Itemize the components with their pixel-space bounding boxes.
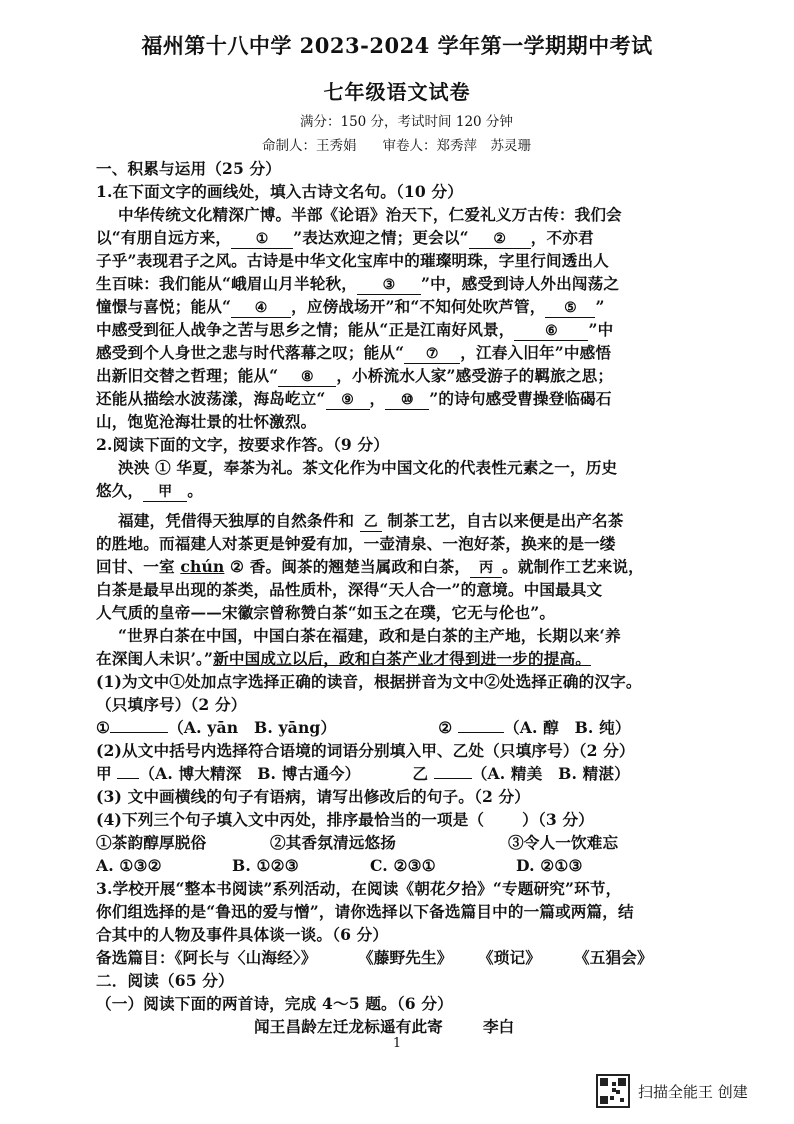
exam-subtitle: 七年级语文试卷 (323, 80, 471, 104)
answer-blank[interactable] (458, 732, 504, 733)
choice-b[interactable]: B. ①②③ (232, 856, 299, 875)
section2-heading: 二．阅读（65 分） (96, 971, 234, 990)
q3-line: 3.学校开展“整本书阅读”系列活动，在阅读《朝花夕拾》“专题研究”环节， (96, 879, 622, 898)
sub-question: (2)从文中括号内选择符合语境的词语分别填入甲、乙处（只填序号）（2 分） (96, 741, 635, 760)
answer-blank[interactable] (110, 732, 168, 733)
marker-2: ② (230, 557, 245, 576)
section2-sub: （一）阅读下面的两首诗，完成 4～5 题。（6 分） (96, 994, 453, 1013)
q2-line: “世界白茶在中国，中国白茶在福建，政和是白茶的主产地，长期以来‘养 (118, 626, 621, 645)
watermark-text: 扫描全能王 创建 (638, 1082, 748, 1101)
blank-6[interactable]: ⑥ (514, 322, 588, 341)
sub-question: (4)下列三个句子填入文中丙处，排序最恰当的一项是（ ）（3 分） (96, 810, 594, 829)
q1-line: 憧憬与喜悦；能从“ ④ ，应傍战场开”和“不知何处吹芦管， ⑤ ” (96, 297, 605, 316)
q1-prompt: 1.在下面文字的画线处，填入古诗文名句。（10 分） (96, 182, 463, 201)
page-number: 1 (392, 1036, 402, 1051)
blank-1[interactable]: ① (231, 230, 293, 249)
score-time: 满分：150 分，考试时间 120 分钟 (300, 114, 513, 130)
options-row (96, 832, 618, 854)
blank-4[interactable]: ④ (231, 299, 291, 318)
q2-prompt: 2.阅读下面的文字，按要求作答。（9 分） (96, 435, 390, 454)
q3-options (96, 947, 653, 969)
blank-10[interactable]: ⑩ (385, 391, 429, 410)
blank-7[interactable]: ⑦ (404, 345, 460, 364)
sub-question: （只填序号）（2 分） (96, 695, 247, 714)
sub-question: (1)为文中①处加点字选择正确的读音，根据拼音为文中②处选择正确的汉字。 (96, 672, 642, 691)
q1-line: 感受到个人身世之悲与时代落幕之叹；能从“ ⑦ ，江春入旧年”中感悟 (96, 343, 612, 362)
blank-3[interactable]: ③ (357, 276, 421, 295)
book-option: 《琐记》 (478, 948, 541, 967)
q2-line: 人气质的皇帝——宋徽宗曾称赞白茶“如玉之在璞，它无与伦也”。 (96, 603, 556, 622)
option: ①茶韵醇厚脱俗 (96, 833, 207, 852)
option: ②其香氛清远悠扬 (270, 833, 396, 852)
q1-line: 子乎”表现君子之风。古诗是中华文化宝库中的璀璨明珠，字里行间透出人 (96, 251, 609, 270)
q2-line: 的胜地。而福建人对茶更是钟爱有加，一壶清泉、一泡好茶，换来的是一缕 (96, 534, 616, 553)
section1-heading: 一、积累与运用（25 分） (96, 159, 282, 178)
scanner-watermark (596, 1074, 748, 1108)
marker-1: ① (155, 458, 171, 477)
qr-code-icon (596, 1074, 630, 1108)
q3-line: 合其中的人物及事件具体谈一谈。（6 分） (96, 925, 389, 944)
pinyin: chún (180, 557, 225, 576)
blank-jia[interactable]: 甲 (143, 483, 187, 502)
book-option: 备选篇目：《阿长与〈山海经〉》 (96, 948, 317, 967)
choices-row (96, 855, 583, 877)
q2-line: 在深闺人未识’。”新中国成立以后，政和白茶产业才得到进一步的提高。 (96, 649, 591, 668)
q2-line: 白茶是最早出现的茶类，品性质朴，深得“天人合一”的意境。中国最具文 (96, 580, 603, 599)
poem-heading (254, 1016, 514, 1038)
option: ③令人一饮难忘 (508, 833, 619, 852)
q3-line: 你们组选择的是“鲁迅的爱与憎”，请你选择以下备选篇目中的一篇或两篇，结 (96, 902, 634, 921)
choice-d[interactable]: D. ②①③ (516, 856, 583, 875)
blank-9[interactable]: ⑨ (326, 391, 370, 410)
q1-line: 中华传统文化精深广博。半部《论语》治天下，仁爱礼义万古传：我们会 (118, 205, 622, 224)
q1-line: 出新旧交替之哲理；能从“ ⑧ ，小桥流水人家”感受游子的羁旅之思； (96, 366, 614, 385)
q2-line: 泱泱 ① 华夏，奉茶为礼。茶文化作为中国文化的代表性元素之一，历史 (118, 458, 618, 477)
poem-author: 李白 (482, 1017, 515, 1036)
blank-bing[interactable]: 丙 (470, 559, 502, 578)
blank-yi[interactable]: 乙 (360, 513, 382, 532)
q1-line: 山，饱览沧海壮景的壮怀激烈。 (96, 412, 317, 431)
blank-2[interactable]: ② (469, 230, 531, 249)
sub-question: (3) 文中画横线的句子有语病，请写出修改后的句子。（2 分） (96, 787, 531, 806)
blank-5[interactable]: ⑤ (545, 299, 595, 318)
book-option: 《五猖会》 (574, 948, 653, 967)
exam-title: 福州第十八中学 2023-2024 学年第一学期期中考试 (141, 33, 653, 58)
poem-title: 闻王昌龄左迁龙标遥有此寄 (254, 1017, 443, 1036)
sub-question: 甲 （A. 博大精深 B. 博古通今） 乙 （A. 精美 B. 精湛） (96, 764, 630, 783)
q2-line: 回甘、一室 chún ② 香。闽茶的翘楚当属政和白茶， 丙 。就制作工艺来说， (96, 557, 644, 576)
authors (262, 134, 557, 154)
sub-question: ① （A. yān B. yāng） ② （A. 醇 B. 纯） (96, 718, 631, 737)
answer-blank[interactable] (434, 778, 472, 779)
q1-line: 还能从描绘水波荡漾，海岛屹立“ ⑨ ， ⑩ ”的诗句感受曹操登临碣石 (96, 389, 612, 408)
q2-line: 福建，凭借得天独厚的自然条件和 乙 制茶工艺，自古以来便是出产名茶 (118, 511, 624, 530)
q2-line: 悠久， 甲 。 (96, 481, 203, 500)
reviewer: 审卷人：郑秀萍 苏灵珊 (382, 138, 531, 154)
faulty-sentence: 新中国成立以后，政和白茶产业才得到进一步的提高。 (213, 649, 591, 668)
choice-a[interactable]: A. ①③② (96, 856, 162, 875)
q1-line: 以“有朋自远方来， ① ”表达欢迎之情；更会以“ ② ，不亦君 (96, 228, 594, 247)
choice-c[interactable]: C. ②③① (370, 856, 436, 875)
blank-8[interactable]: ⑧ (278, 368, 336, 387)
q1-line: 生百味：我们能从“峨眉山月半轮秋， ③ ”中，感受到诗人外出闯荡之 (96, 274, 620, 293)
book-option: 《藤野先生》 (358, 948, 453, 967)
answer-blank[interactable] (117, 778, 139, 779)
q1-line: 中感受到征人战争之苦与思乡之情；能从“正是江南好风景， ⑥ ”中 (96, 320, 614, 339)
setter: 命制人：王秀娟 (262, 138, 357, 154)
